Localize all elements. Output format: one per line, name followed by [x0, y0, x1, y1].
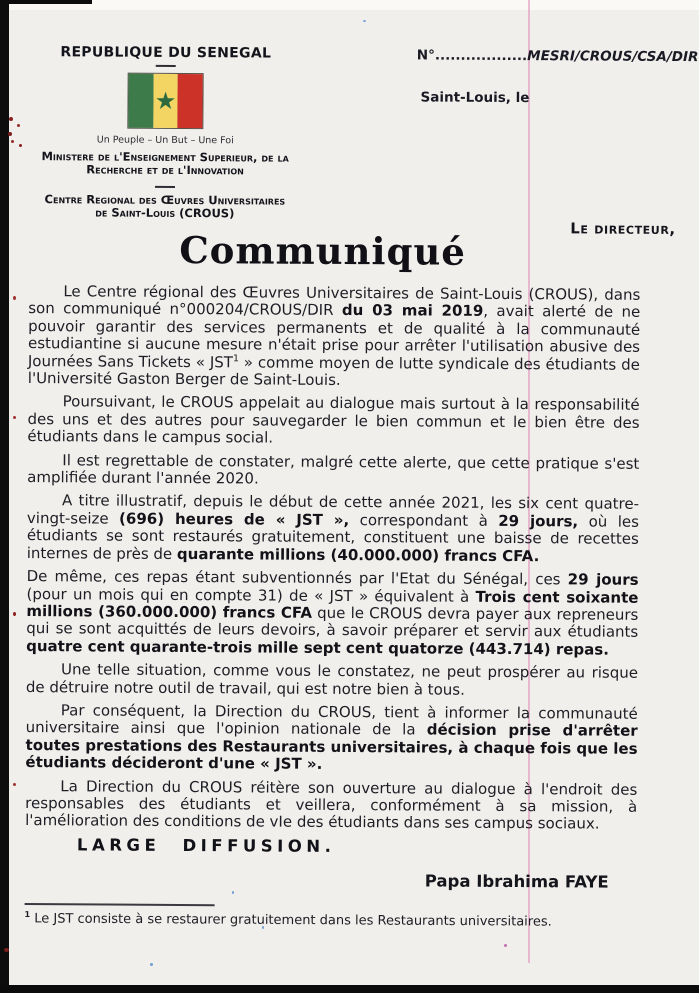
- paragraph: Poursuivant, le CROUS appelait au dialogue mais surtout à la responsabilité des uns et des autres pour sauvegarder le bien commun et le bien être des étudiants dans le campus social.: [27, 392, 640, 447]
- divider-dash: [156, 65, 176, 67]
- signature-name: Papa Ibrahima FAYE: [424, 871, 609, 892]
- paragraph: La Direction du CROUS réitère son ouverture au dialogue à l'endroit des responsables des étudiants et veillera, conformément à sa mission, à l'amélioration des conditions de vIe des étudiants dans ses campus sociaux.: [25, 776, 638, 833]
- crous-line-1: Centre Regional des Œuvres Universitaires: [44, 192, 286, 208]
- divider-dash: [155, 186, 175, 188]
- footnote-marker: 1: [24, 910, 31, 920]
- document-title: Communiqué: [179, 227, 467, 274]
- reference-number: [417, 47, 699, 65]
- reference-prefix: N°..................: [416, 47, 528, 65]
- footnote-text: Le JST consiste à se restaurer gratuitement dans les Restaurants universitaires.: [30, 911, 552, 930]
- crous-line-2: de Saint-Louis (CROUS): [95, 205, 235, 221]
- reference-code: MESRI/CROUS/CSA/DIR: [527, 48, 699, 66]
- paragraph: Le Centre régional des Œuvres Universitaires de Saint-Louis (CROUS), dans son communiqué n°000204/CROUS/DIR du 03 mai 2019, avait alerté de ne pouvoir garantir des services permanents et de qualité à la communauté estudiantine si aucune mesure n'était prise pour arrêter l'utilisation abusive des Journées Sans Tickets « JST$^1$ » comme moyen de lutte syndicale des étudiants de l'Université Gaston Berger de Saint-Louis.: [27, 282, 641, 389]
- ministry-name: [34, 150, 296, 178]
- paragraph: De même, ces repas étant subventionnés par l'Etat du Sénégal, ces 29 jours (pour un mois qui en compte 31) de « JST » équivalent à Trois cent soixante millions (360.000.000) francs CFA que le CROUS devra payer aux repreneurs qui se sont acquittés de leurs devoirs, à savoir préparer et servir aux étudiants quatre cent quarante-trois mille sept cent quatorze (443.714) repas.: [26, 567, 639, 659]
- place-date-line: Saint-Louis, le: [420, 89, 530, 107]
- star-icon: ★: [154, 86, 177, 115]
- paragraph: Il est regrettable de constater, malgré cette alerte, que cette pratique s'est amplifiée durant l'année 2020.: [27, 450, 640, 488]
- ministry-line-1: Ministere de l'Enseignement Superieur, de la: [41, 149, 289, 165]
- national-motto: Un Peuple – Un But – Une Foi: [96, 134, 234, 147]
- paragraph: Une telle situation, comme vous le constatez, ne peut prospérer au risque de détruire notre outil de travail, qui est notre bien à tous.: [25, 660, 639, 699]
- director-label: Le directeur,: [570, 219, 676, 239]
- body-paragraphs: [25, 283, 641, 891]
- ministry-line-2: Recherche et de l'Innovation: [86, 162, 244, 178]
- crous-name: [34, 193, 296, 221]
- paragraph: A titre illustratif, depuis le début de cette année 2021, les six cent quatre-vingt-seize (696) heures de « JST », correspondant à 29 jours, où les étudiants se sont restaurés gratuitement, constituent une baisse de recettes internes de près de quarante millions (40.000.000) francs CFA.: [26, 491, 640, 565]
- republic-title: REPUBLIQUE DU SENEGAL: [60, 44, 272, 62]
- footnote: [24, 903, 664, 930]
- senegal-flag: [127, 73, 203, 129]
- paragraph: Par conséquent, la Direction du CROUS, tient à informer la communauté universitaire ainsi que l'opinion nationale de la décision prise d'arrêter toutes prestations des Restaurants universitaires, à chaque fois que les étudiants décideront d'une « JST ».: [25, 701, 638, 774]
- footnote-rule: [25, 903, 215, 906]
- letterhead: [34, 44, 297, 221]
- large-diffusion-label: LARGE DIFFUSION.: [76, 835, 336, 856]
